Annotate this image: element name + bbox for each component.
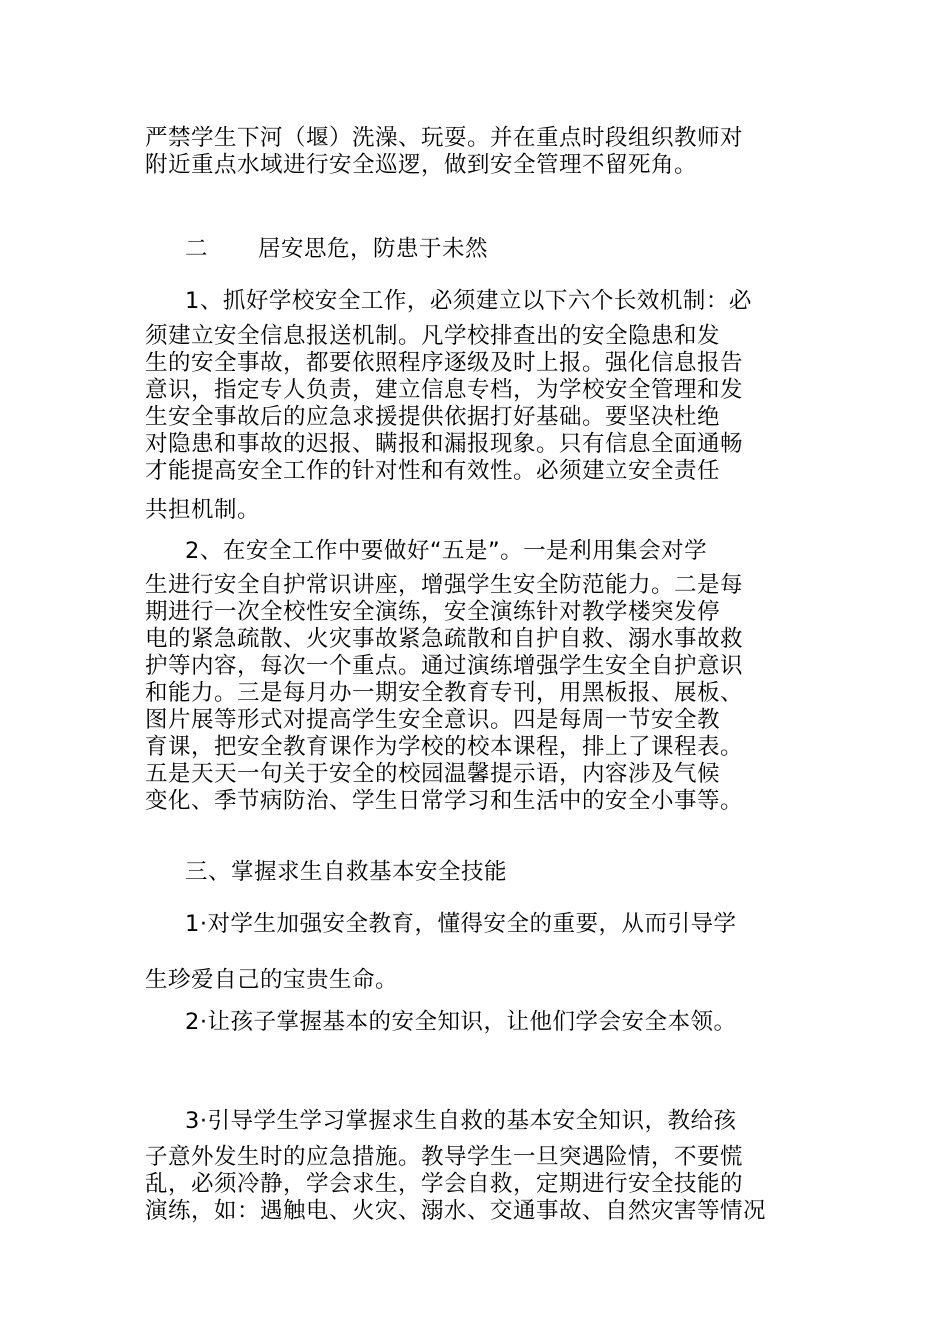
paragraph-item-1 (145, 907, 805, 997)
paragraph-continuation (145, 125, 805, 179)
section-heading-2 (185, 234, 488, 264)
section-heading-3 (185, 857, 507, 887)
text-line: 才能提高安全工作的针对性和有效性。必须建立安全责任 (145, 458, 721, 484)
text-line-first: 2、在安全工作中要做好“五是”。一是利用集会对学 (185, 538, 708, 564)
text-line: 附近重点水域进行安全巡逻，做到安全管理不留死角。 (145, 152, 698, 178)
text-line: 生安全事故后的应急求援提供依据打好基础。要坚决杜绝 (145, 404, 721, 430)
text-line-last: 生珍爱自己的宝贵生命。 (145, 967, 399, 993)
text-line: 意识，指定专人负责，建立信息专档，为学校安全管理和发 (145, 377, 744, 403)
text-line: 图片展等形式对提高学生安全意识。四是每周一节安全教 (145, 707, 721, 733)
text-line: 五是天天一句关于安全的校园温馨提示语，内容涉及气候 (145, 761, 721, 787)
text-line-last: 共担机制。 (145, 497, 261, 523)
text-line: 护等内容，每次一个重点。通过演练增强学生安全自护意识 (145, 653, 744, 679)
text-line: 生的安全事故，都要依照程序逐级及时上报。强化信息报告 (145, 350, 744, 376)
text-line: 期进行一次全校性安全演练，安全演练针对教学楼突发停 (145, 599, 721, 625)
paragraph-mechanisms (145, 284, 805, 527)
paragraph-item-2 (145, 1005, 805, 1039)
text-line-first: 3·引导学生学习掌握求生自救的基本安全知识，教给孩 (185, 1108, 737, 1134)
text-line: 电的紧急疏散、火灾事故紧急疏散和自护自救、溺水事故救 (145, 626, 744, 652)
text-line: 生进行安全自护常识讲座，增强学生安全防范能力。二是每 (145, 572, 744, 598)
text-line: 对隐患和事故的迟报、瞒报和漏报现象。只有信息全面通畅 (145, 431, 744, 457)
text-line: 变化、季节病防治、学生日常学习和生活中的安全小事等。 (145, 788, 744, 814)
text-line-first: 2·让孩子掌握基本的安全知识，让他们学会安全本领。 (185, 1009, 737, 1035)
section-number: 二 (185, 236, 209, 262)
text-line-first: 1、抓好学校安全工作，必须建立以下六个长效机制：必 (185, 288, 752, 314)
section-title: 三、掌握求生自救基本安全技能 (185, 859, 508, 885)
text-line: 和能力。三是每月办一期安全教育专刊，用黑板报、展板、 (145, 680, 744, 706)
paragraph-item-3 (145, 1104, 805, 1225)
section-title: 居安思危，防患于未然 (258, 236, 489, 262)
text-line: 乱，必须冷静，学会求生，学会自救，定期进行安全技能的 (145, 1171, 744, 1197)
text-line: 育课，把安全教育课作为学校的校本课程，排上了课程表。 (145, 734, 744, 760)
text-line: 演练，如：遇触电、火灾、溺水、交通事故、自然灾害等情况 (145, 1198, 767, 1224)
paragraph-five-points (145, 534, 805, 815)
text-line-first: 1·对学生加强安全教育，懂得安全的重要，从而引导学 (185, 911, 737, 937)
text-line: 子意外发生时的应急措施。教导学生一旦突遇险情，不要慌 (145, 1144, 744, 1170)
text-line: 须建立安全信息报送机制。凡学校排查出的安全隐患和发 (145, 323, 721, 349)
text-line: 严禁学生下河（堰）洗澡、玩耍。并在重点时段组织教师对 (145, 125, 744, 151)
